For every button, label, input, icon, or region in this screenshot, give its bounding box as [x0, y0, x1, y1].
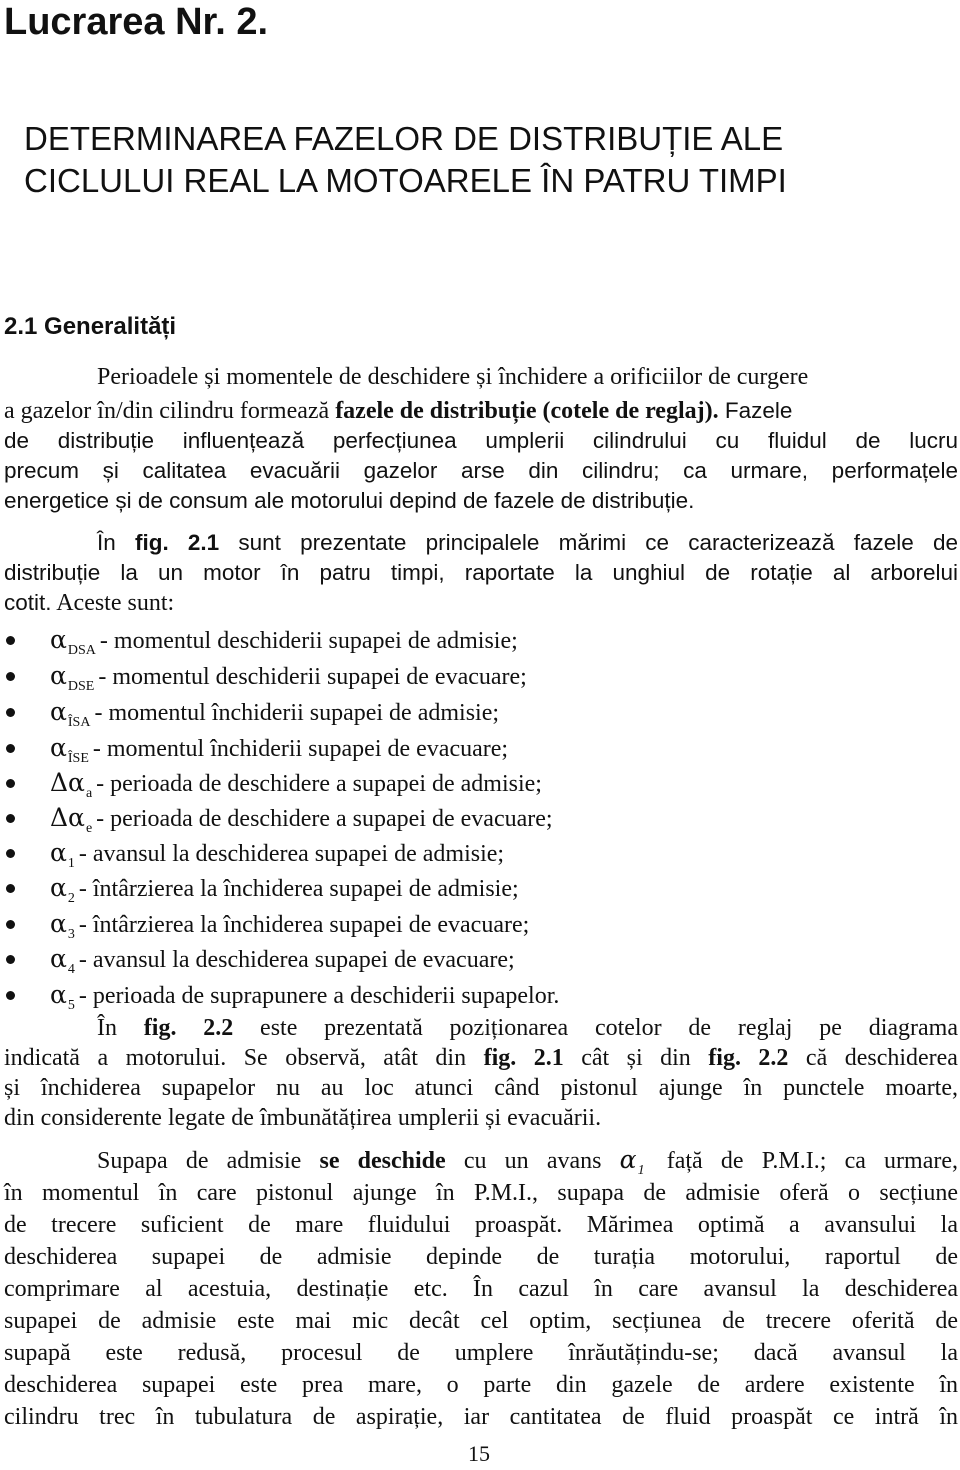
text-run: cât și din	[563, 1045, 709, 1071]
paragraph-line: în momentul în care pistonul ajunge în P.M.I., supapa de admisie oferă o secțiune	[4, 1180, 958, 1206]
list-item-text: - momentul închiderii supapei de admisie;	[94, 700, 500, 726]
paragraph-line: deschiderea supapei este prea mare, o parte din gazele de ardere existente în	[4, 1372, 958, 1398]
list-item-text: - perioada de deschidere a supapei de admisie;	[96, 771, 542, 797]
paragraph-line	[97, 1013, 958, 1043]
greek-symbol: α	[50, 733, 67, 762]
list-item-text: - momentul deschiderii supapei de evacuare;	[98, 664, 527, 690]
list-item-text: - avansul la deschiderea supapei de evacuare;	[78, 947, 515, 973]
text-run: Aceste sunt:	[51, 590, 175, 616]
subscript: 2	[67, 891, 75, 906]
bullet-icon	[6, 955, 15, 964]
greek-symbol: α	[50, 909, 67, 938]
text-run: cotit.	[4, 590, 52, 615]
bold-term: fazele de distribuție (cotele de reglaj).	[335, 398, 719, 424]
paragraph-line	[97, 528, 958, 558]
bold-term: se deschide	[319, 1148, 446, 1174]
greek-symbol: α	[50, 625, 67, 654]
subscript: 1	[67, 856, 75, 871]
bullet-icon	[6, 991, 15, 1000]
list-item-text: - momentul deschiderii supapei de admisie;	[99, 628, 518, 654]
paragraph-line: din considerente legate de îmbunătățirea umplerii și evacuării.	[4, 1105, 602, 1131]
paragraph-line	[4, 1043, 958, 1073]
subscript: DSE	[67, 679, 95, 694]
greek-symbol: α	[50, 980, 67, 1009]
bullet-icon	[6, 672, 15, 681]
paragraph-line: comprimare al acestuia, destinație etc. În cazul în care avansul la deschiderea	[4, 1276, 958, 1302]
bullet-icon	[6, 814, 15, 823]
greek-symbol: Δα	[50, 803, 85, 832]
paragraph-line: energetice și de consum ale motorului depind de fazele de distribuție.	[4, 488, 695, 513]
lab-number-heading: Lucrarea Nr. 2.	[4, 1, 269, 43]
text-run: față de P.M.I.; ca urmare,	[648, 1148, 959, 1174]
subscript: DSA	[67, 643, 96, 658]
subscript: 3	[67, 927, 75, 942]
figure-reference: fig. 2.2	[708, 1045, 789, 1071]
text-run: Fazele	[718, 398, 793, 423]
greek-symbol: α	[50, 697, 67, 726]
list-item-text: - perioada de suprapunere a deschiderii supapelor.	[78, 983, 560, 1009]
paragraph-line: supapei de admisie este mai mic decât cel optim, secțiunea de trecere oferită de	[4, 1308, 958, 1334]
paragraph-line: cilindru trec în tubulatura de aspirație, iar cantitatea de fluid proaspăt ce intră în	[4, 1404, 958, 1430]
list-item-text: - întârzierea la închiderea supapei de evacuare;	[78, 912, 530, 938]
bullet-icon	[6, 779, 15, 788]
main-title	[24, 118, 787, 202]
figure-reference: fig. 2.2	[143, 1015, 234, 1041]
text-run: sunt prezentate principalele mărimi ce caracterizează fazele de	[219, 530, 958, 555]
list-item-text: - perioada de deschidere a supapei de evacuare;	[96, 806, 553, 832]
paragraph-line: de trecere suficient de mare fluidului proaspăt. Mărimea optimă a avansului la	[4, 1212, 958, 1238]
main-title-line: CICLULUI REAL LA MOTOARELE ÎN PATRU TIMPI	[24, 162, 787, 199]
paragraph-line	[97, 1145, 958, 1180]
text-run: În	[97, 530, 135, 555]
figure-reference: fig. 2.1	[483, 1045, 564, 1071]
paragraph-line: supapă este redusă, procesul de umplere înrăutățindu-se; dacă avansul la	[4, 1340, 958, 1366]
greek-symbol: α	[50, 873, 67, 902]
text-run: Supapa de admisie	[97, 1148, 320, 1174]
text-run: este prezentată poziționarea cotelor de reglaj pe diagrama	[233, 1015, 958, 1041]
bullet-icon	[6, 744, 15, 753]
text-run: cu un avans	[445, 1148, 620, 1174]
section-heading: 2.1 Generalități	[4, 313, 177, 340]
paragraph-line: Perioadele și momentele de deschidere și închidere a orificiilor de curgere	[97, 364, 809, 390]
page-number: 15	[468, 1441, 490, 1466]
bullet-icon	[6, 884, 15, 893]
subscript: 5	[67, 998, 75, 1013]
text-run: indicată a motorului. Se observă, atât din	[4, 1045, 484, 1071]
list-item-text: - întârzierea la închiderea supapei de admisie;	[78, 876, 519, 902]
subscript: 4	[67, 962, 75, 977]
bullet-icon	[6, 920, 15, 929]
text-run: că deschiderea	[788, 1045, 958, 1071]
bullet-icon	[6, 708, 15, 717]
bullet-icon	[6, 636, 15, 645]
figure-reference: fig. 2.1	[134, 530, 220, 555]
paragraph-line	[4, 396, 958, 426]
subscript: ÎSE	[67, 751, 89, 766]
subscript: ÎSA	[67, 715, 91, 730]
greek-symbol: α	[50, 838, 67, 867]
greek-symbol: α	[50, 661, 67, 690]
subscript: e	[85, 821, 93, 836]
list-item-text: - avansul la deschiderea supapei de admisie;	[78, 841, 505, 867]
paragraph-line: și închiderea supapelor nu au loc atunci când pistonul ajunge în punctele moarte,	[4, 1075, 958, 1101]
paragraph-line	[4, 588, 958, 618]
main-title-line: DETERMINAREA FAZELOR DE DISTRIBUȚIE ALE	[24, 120, 784, 157]
bullet-icon	[6, 849, 15, 858]
greek-symbol: Δα	[50, 768, 85, 797]
subscript: 1	[637, 1163, 645, 1178]
paragraph-line: de distribuție influențează perfecțiunea umplerii cilindrului cu fluidul de lucru	[4, 428, 958, 453]
paragraph-line: deschiderea supapei de admisie depinde de turația motorului, raportul de	[4, 1244, 958, 1270]
text-run: a gazelor în/din cilindru formează	[4, 398, 336, 424]
list-item-text: - momentul închiderii supapei de evacuare;	[92, 736, 509, 762]
text-run: În	[97, 1015, 144, 1041]
paragraph-line: precum și calitatea evacuării gazelor arse din cilindru; ca urmare, performațele	[4, 458, 958, 483]
greek-symbol: α	[50, 944, 67, 973]
paragraph-line: distribuție la un motor în patru timpi, raportate la unghiul de rotație al arborelui	[4, 560, 958, 585]
subscript: a	[85, 786, 93, 801]
greek-symbol: α	[619, 1145, 637, 1174]
